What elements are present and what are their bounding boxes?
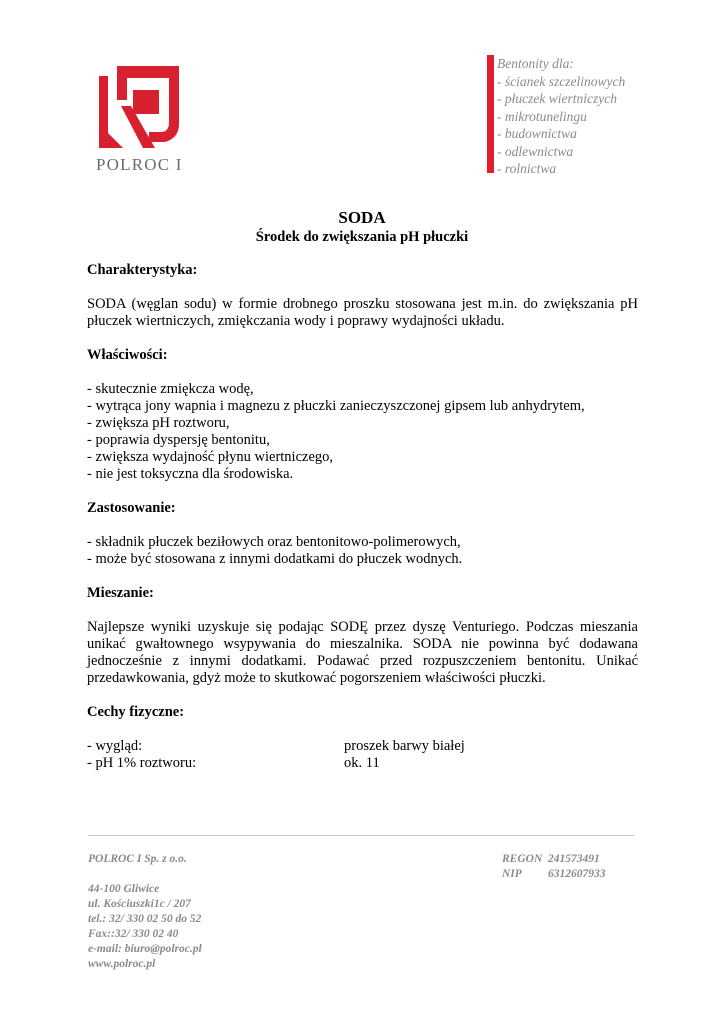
property-key: - wygląd: xyxy=(87,738,143,754)
wlasciwosci-item: - skutecznie zmiękcza wodę, xyxy=(87,381,254,397)
section-heading-zastosowanie: Zastosowanie: xyxy=(87,500,176,516)
zastosowanie-item: - może być stosowana z innymi dodatkami do płuczek wodnych. xyxy=(87,551,463,567)
bentonity-item: - ścianek szczelinowych xyxy=(497,73,626,89)
footer-email: e-mail: biuro@polroc.pl xyxy=(88,943,202,955)
footer-address-line: 44-100 Gliwice xyxy=(88,883,160,895)
wlasciwosci-item: - wytrąca jony wapnia i magnezu z płuczki zanieczyszczonej gipsem lub anhydrytem, xyxy=(87,398,585,414)
document-body xyxy=(87,262,638,772)
charakterystyka-text: SODA (węglan sodu) w formie drobnego proszku stosowana jest m.in. do zwiększania pH płuczek wiertniczych, zmiękczania wody i poprawy wydajności układu. xyxy=(87,296,638,329)
property-value: ok. 11 xyxy=(344,755,380,771)
property-value: proszek barwy białej xyxy=(344,738,465,754)
bentonity-item: - mikrotunelingu xyxy=(497,108,587,124)
footer-address-line: ul. Kościuszki1c / 207 xyxy=(88,898,191,910)
property-key: - pH 1% roztworu: xyxy=(87,755,197,771)
bentonity-list xyxy=(497,55,717,178)
regon-value: 241573491 xyxy=(548,853,600,865)
bentonity-accent-bar xyxy=(487,55,494,173)
nip-label: NIP xyxy=(502,868,522,880)
section-heading-cechy: Cechy fizyczne: xyxy=(87,704,185,720)
section-heading-charakterystyka: Charakterystyka: xyxy=(87,262,198,278)
bentonity-item: - płuczek wiertniczych xyxy=(497,91,617,106)
footer-fax: Fax::32/ 330 02 40 xyxy=(88,928,179,940)
regon-label: REGON xyxy=(502,853,543,865)
company-logo xyxy=(95,62,195,182)
section-heading-wlasciwosci: Właściwości: xyxy=(87,347,168,363)
logo-text: POLROC I xyxy=(96,155,183,174)
wlasciwosci-item: - poprawia dyspersję bentonitu, xyxy=(87,432,270,448)
footer-phone: tel.: 32/ 330 02 50 do 52 xyxy=(88,913,202,925)
mieszanie-text: Najlepsze wyniki uzyskuje się podając SODĘ przez dyszę Venturiego. Podczas mieszania unikać gwałtownego wsypywania do mieszalnika. SODA nie powinna być dodawana jednocześnie z innymi dodatkami. Podawać przed rozpuszczeniem bentonitu. Unikać przedawkowania, gdyż może to skutkować pogorszeniem właściwości płuczki. xyxy=(87,619,638,686)
footer-contact xyxy=(88,852,338,972)
wlasciwosci-item: - zwiększa wydajność płynu wiertniczego, xyxy=(87,449,334,465)
nip-value: 6312607933 xyxy=(548,868,606,880)
nip-row xyxy=(502,867,642,882)
bentonity-item: - budownictwa xyxy=(497,126,577,141)
footer-website: www.polroc.pl xyxy=(88,958,156,970)
section-heading-mieszanie: Mieszanie: xyxy=(87,585,154,601)
regon-row xyxy=(502,852,642,867)
footer-divider xyxy=(88,835,634,836)
wlasciwosci-item: - nie jest toksyczna dla środowiska. xyxy=(87,466,294,482)
property-row xyxy=(87,738,638,755)
wlasciwosci-item: - zwiększa pH roztworu, xyxy=(87,415,230,431)
document-subtitle: Środek do zwiększania pH płuczki xyxy=(255,229,469,245)
bentonity-item: - rolnictwa xyxy=(497,161,557,176)
bentonity-title: Bentonity dla: xyxy=(497,56,574,71)
property-row xyxy=(87,755,638,772)
document-title: SODA xyxy=(338,208,386,227)
footer-registry xyxy=(502,852,642,882)
zastosowanie-item: - składnik płuczek beziłowych oraz bentonitowo-polimerowych, xyxy=(87,534,461,550)
bentonity-item: - odlewnictwa xyxy=(497,143,574,159)
logo-mark xyxy=(95,62,187,154)
footer-company: POLROC I Sp. z o.o. xyxy=(88,853,187,865)
